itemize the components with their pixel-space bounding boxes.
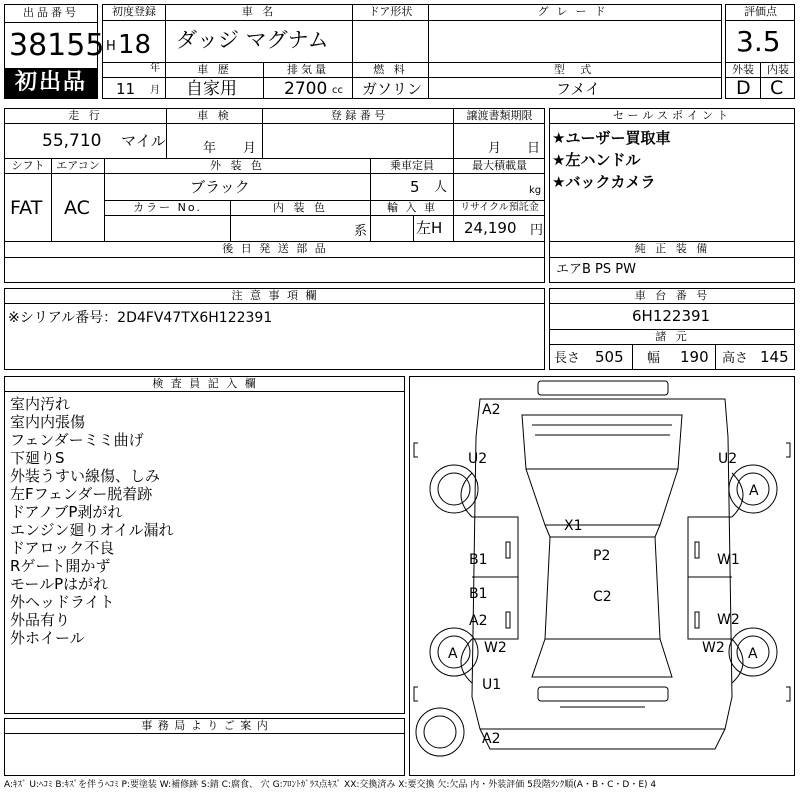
office-label: 事 務 局 よ り ご 案 内 [141,719,269,732]
int-label: 内装 [767,63,789,76]
color: ブラック [190,178,250,196]
inspection-label: 車 検 [197,109,232,122]
import-value: 左H [416,219,443,237]
era: H [106,39,116,54]
mark-p2: P2 [593,548,611,564]
mark-c2: C2 [593,589,612,605]
mark-w1-right: W1 [717,552,740,568]
notes-label: 注 意 事 項 欄 [231,289,319,302]
car-name: ダッジ マグナム [176,28,329,52]
fuel: ガソリン [362,80,423,98]
inspector-item: 室内内張傷 [10,413,86,431]
sales-item-1: ★ユーザー買取車 [552,129,671,147]
ac-label: エアコン [56,159,100,172]
month-unit: 月 [150,85,160,96]
legend-text: A:ｷｽﾞ U:ﾍｺﾐ B:ｷｽﾞを伴うﾍｺﾐ P:要塗装 W:補修跡 S:錆 C:腐食、 穴 G:ﾌﾛﾝﾄｶﾞﾗｽ点ｷｽﾞ XX:交換済み X:要交換 欠:欠品 内・外装評価 5段階ﾗﾝｸ順(A・B・C・D・E) 4 [4,780,657,790]
height: 145 [760,348,789,366]
mark-a-left-rear: A [448,646,458,662]
vehicle-diagram [410,377,794,775]
mark-front-top: A2 [482,402,501,418]
notes-text: ※シリアル番号：2D4FV47TX6H122391 [8,310,273,326]
inspector-item: 左Fフェンダー脱着跡 [10,485,153,503]
first-listing-label: 初出品 [14,70,87,95]
width-label: 幅 [647,351,661,366]
transfer-day-unit: 日 [527,141,541,156]
sales-label: セールスポイント [612,109,732,122]
mileage-unit: マイル [121,132,166,150]
ext-label: 外装 [732,63,754,76]
model: フメイ [556,80,601,98]
chassis-label: 車 台 番 号 [634,289,711,302]
history: 自家用 [186,79,237,99]
inspector-item: エンジン廻りオイル漏れ [10,521,174,539]
transfer-month-unit: 月 [488,141,502,156]
fuel-label: 燃 料 [373,63,408,76]
inspection-month-unit: 月 [243,141,257,156]
displacement-unit: cc [332,85,343,96]
mark-x1: X1 [564,518,583,534]
dims-label: 諸 元 [655,330,690,343]
car-name-label: 車 名 [241,5,277,18]
transfer-label: 譲渡書類期限 [466,109,533,122]
inspector-item: 下廻りS [10,449,65,467]
mark-a-right-rear: A [748,646,758,662]
ext-grade: D [736,77,751,99]
displacement-label: 排気量 [287,63,329,76]
reg-year: 18 [118,30,152,60]
capacity-unit: 人 [434,180,448,195]
first-listing-badge [5,68,97,98]
sales-item-3: ★バックカメラ [552,173,656,191]
mark-u2-left: U2 [468,451,488,467]
shift-label: シフト [11,159,45,172]
inspector-item: モールPはがれ [10,575,109,593]
plate-label: 登 録 番 号 [330,109,386,122]
capacity-label: 乗車定員 [390,159,434,172]
recycle: 24,190 [464,219,517,237]
mark-b1-upper: B1 [469,552,488,568]
reg-month: 11 [116,80,136,98]
score-label: 評価点 [744,5,777,18]
displacement: 2700 [284,79,328,99]
inspector-list [10,395,174,647]
mark-w2-left: W2 [484,640,507,656]
equipment-label: 純 正 装 備 [634,242,711,255]
inspector-item: 外装うすい線傷、しみ [10,467,161,485]
int-grade: C [770,77,784,99]
width: 190 [680,348,709,366]
inspector-item: ドアロック不良 [10,539,115,557]
mark-u1: U1 [482,677,502,693]
inspector-item: 外ヘッドライト [10,593,115,611]
mark-b1-lower: B1 [469,586,488,602]
history-label: 車 歴 [197,63,232,76]
mark-w2-right: W2 [717,612,740,628]
inspector-item: 外ホイール [10,629,85,647]
inspector-item: 外品有り [10,611,71,629]
chassis-value: 6H122391 [632,307,711,325]
mark-w2-right-rear: W2 [702,640,725,656]
vehicle-diagram-box [409,376,795,776]
later-parts-label: 後 日 発 送 部 品 [222,242,328,255]
inspector-label: 検 査 員 記 入 欄 [152,377,258,390]
sales-item-2: ★左ハンドル [552,151,641,169]
interior-suffix: 系 [354,224,368,239]
ac: AC [64,197,90,219]
capacity: 5 [410,178,420,196]
length: 505 [595,348,624,366]
mark-rear-bottom: A2 [482,731,501,747]
lot-box [4,4,105,99]
height-label: 高さ [722,351,749,366]
recycle-unit: 円 [530,223,544,238]
inspector-item: ドアノブP剥がれ [10,503,123,521]
load-unit: kg [529,185,542,196]
lot-label: 出品番号 [23,6,79,19]
color-label: 外 装 色 [210,159,265,172]
mark-a2-left: A2 [469,613,488,629]
recycle-label: リサイクル預託金 [460,202,539,213]
inspector-item: 室内汚れ [10,395,71,413]
model-label: 型 式 [553,63,598,76]
import-label: 輸 入 車 [387,201,437,214]
mileage: 55,710 [42,131,102,151]
interior-color-label: 内 装 色 [273,201,328,214]
length-label: 長さ [554,351,581,366]
mark-u2-right: U2 [718,451,738,467]
inspector-item: Rゲート開かず [10,557,111,575]
color-no-label: カラー No. [133,201,202,214]
score: 3.5 [736,25,781,58]
mark-a-right-front: A [749,483,759,499]
mileage-label: 走 行 [68,109,103,122]
load-label: 最大積載量 [472,159,527,172]
shift: FAT [10,197,43,219]
first-reg-label: 初度登録 [112,5,156,18]
equipment-value: エアB PS PW [556,262,636,277]
year-unit: 年 [150,63,160,74]
grade-label: グレード [537,5,614,18]
inspector-item: フェンダーミミ曲げ [10,431,144,449]
inspection-year-unit: 年 [203,141,217,156]
lot-number: 38155 [9,28,105,63]
door-label: ドア形状 [368,5,413,18]
